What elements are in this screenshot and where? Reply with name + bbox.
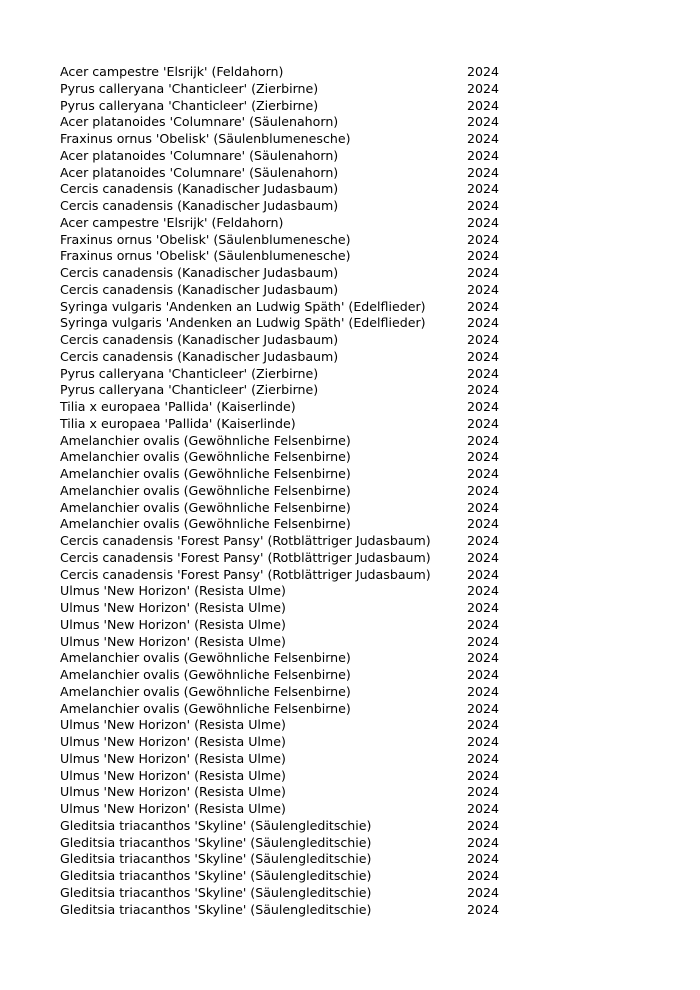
list-item: [60, 282, 520, 299]
tree-species-name: Amelanchier ovalis (Gewöhnliche Felsenbirne): [60, 650, 351, 666]
planting-year: 2024: [467, 315, 500, 331]
planting-year: 2024: [467, 97, 500, 113]
tree-species-name: Cercis canadensis 'Forest Pansy' (Rotblättriger Judasbaum): [60, 566, 431, 582]
list-item: [60, 667, 520, 684]
planting-year: 2024: [467, 181, 500, 197]
tree-species-name: Ulmus 'New Horizon' (Resista Ulme): [60, 717, 286, 733]
planting-year: 2024: [467, 700, 500, 716]
tree-species-name: Ulmus 'New Horizon' (Resista Ulme): [60, 750, 286, 766]
tree-species-name: Cercis canadensis (Kanadischer Judasbaum): [60, 198, 339, 213]
list-item: [60, 232, 520, 249]
list-item: [60, 902, 520, 919]
list-item: [60, 248, 520, 265]
tree-species-name: Ulmus 'New Horizon' (Resista Ulme): [60, 801, 286, 816]
list-item: [60, 768, 520, 785]
list-item: [60, 734, 520, 751]
planting-year: 2024: [467, 231, 500, 247]
list-item: [60, 416, 520, 433]
tree-species-name: Pyrus calleryana 'Chanticleer' (Zierbirne): [60, 97, 319, 113]
list-item: [60, 148, 520, 165]
list-item: [60, 81, 520, 98]
tree-species-name: Amelanchier ovalis (Gewöhnliche Felsenbirne): [60, 449, 351, 465]
tree-species-name: Ulmus 'New Horizon' (Resista Ulme): [60, 600, 286, 615]
list-item: [60, 818, 520, 835]
list-item: [60, 332, 520, 349]
tree-species-name: Fraxinus ornus 'Obelisk' (Säulenblumenesche): [60, 231, 351, 247]
planting-year: 2024: [467, 214, 500, 230]
tree-species-name: Amelanchier ovalis (Gewöhnliche Felsenbirne): [60, 683, 351, 699]
list-item: [60, 165, 520, 182]
planting-year: 2024: [467, 851, 500, 867]
tree-species-name: Amelanchier ovalis (Gewöhnliche Felsenbirne): [60, 482, 351, 498]
planting-year: 2024: [467, 750, 500, 766]
list-item: [60, 449, 520, 466]
list-item: [60, 366, 520, 383]
list-item: [60, 835, 520, 852]
tree-species-name: Ulmus 'New Horizon' (Resista Ulme): [60, 633, 286, 649]
planting-year: 2024: [467, 583, 500, 599]
planting-year: 2024: [467, 801, 500, 816]
tree-species-name: Cercis canadensis (Kanadischer Judasbaum): [60, 348, 339, 364]
tree-species-name: Tilia x europaea 'Pallida' (Kaiserlinde): [60, 415, 296, 431]
tree-species-name: Cercis canadensis 'Forest Pansy' (Rotblättriger Judasbaum): [60, 549, 431, 565]
planting-year: 2024: [467, 868, 500, 883]
list-item: [60, 433, 520, 450]
list-item: [60, 801, 520, 818]
list-item: [60, 500, 520, 517]
list-item: [60, 265, 520, 282]
tree-species-name: Cercis canadensis 'Forest Pansy' (Rotblättriger Judasbaum): [60, 533, 431, 548]
tree-species-name: Tilia x europaea 'Pallida' (Kaiserlinde): [60, 399, 296, 414]
list-item: [60, 483, 520, 500]
list-item: [60, 851, 520, 868]
tree-species-name: Amelanchier ovalis (Gewöhnliche Felsenbirne): [60, 466, 351, 481]
list-item: [60, 600, 520, 617]
list-item: [60, 533, 520, 550]
tree-species-name: Amelanchier ovalis (Gewöhnliche Felsenbirne): [60, 667, 351, 682]
planting-year: 2024: [467, 298, 500, 314]
list-item: [60, 717, 520, 734]
tree-species-name: Pyrus calleryana 'Chanticleer' (Zierbirne): [60, 80, 319, 96]
list-item: [60, 784, 520, 801]
list-item: [60, 181, 520, 198]
tree-species-name: Ulmus 'New Horizon' (Resista Ulme): [60, 583, 286, 599]
list-item: [60, 885, 520, 902]
list-item: [60, 550, 520, 567]
tree-species-name: Gleditsia triacanthos 'Skyline' (Säulengleditschie): [60, 817, 372, 833]
planting-year: 2024: [467, 683, 500, 699]
planting-year: 2024: [467, 348, 500, 364]
tree-species-name: Gleditsia triacanthos 'Skyline' (Säulengleditschie): [60, 851, 372, 867]
tree-species-name: Amelanchier ovalis (Gewöhnliche Felsenbirne): [60, 700, 351, 716]
planting-year: 2024: [467, 516, 500, 532]
tree-species-name: Pyrus calleryana 'Chanticleer' (Zierbirne): [60, 382, 319, 398]
planting-year: 2024: [467, 198, 500, 213]
planting-year: 2024: [467, 549, 500, 565]
tree-species-name: Acer platanoides 'Columnare' (Säulenahorn): [60, 114, 339, 130]
planting-year: 2024: [467, 415, 500, 431]
planting-year: 2024: [467, 365, 500, 381]
planting-year: 2024: [467, 734, 500, 749]
tree-species-name: Amelanchier ovalis (Gewöhnliche Felsenbirne): [60, 432, 351, 448]
list-item: [60, 299, 520, 316]
list-item: [60, 583, 520, 600]
tree-species-name: Gleditsia triacanthos 'Skyline' (Säulengleditschie): [60, 901, 372, 917]
tree-species-name: Gleditsia triacanthos 'Skyline' (Säulengleditschie): [60, 884, 372, 900]
planting-year: 2024: [467, 717, 500, 733]
planting-year: 2024: [467, 834, 500, 850]
tree-species-name: Acer platanoides 'Columnare' (Säulenahorn): [60, 164, 339, 180]
list-item: [60, 684, 520, 701]
planting-year: 2024: [467, 482, 500, 498]
list-item: [60, 634, 520, 651]
tree-species-name: Cercis canadensis (Kanadischer Judasbaum): [60, 265, 339, 280]
planting-year: 2024: [467, 901, 500, 917]
list-item: [60, 64, 520, 81]
planting-year: 2024: [467, 533, 500, 548]
planting-year: 2024: [467, 248, 500, 264]
planting-year: 2024: [467, 449, 500, 465]
planting-year: 2024: [467, 147, 500, 163]
list-item: [60, 868, 520, 885]
tree-species-name: Acer platanoides 'Columnare' (Säulenahorn): [60, 147, 339, 163]
tree-species-name: Fraxinus ornus 'Obelisk' (Säulenblumenesche): [60, 131, 351, 146]
planting-year: 2024: [467, 466, 500, 481]
list-item: [60, 751, 520, 768]
list-item: [60, 701, 520, 718]
list-item: [60, 315, 520, 332]
list-item: [60, 114, 520, 131]
planting-year: 2024: [467, 884, 500, 900]
list-item: [60, 516, 520, 533]
tree-species-name: Cercis canadensis (Kanadischer Judasbaum): [60, 332, 339, 347]
tree-planting-list: [60, 64, 520, 918]
tree-species-name: Acer campestre 'Elsrijk' (Feldahorn): [60, 64, 284, 79]
planting-year: 2024: [467, 616, 500, 632]
tree-species-name: Gleditsia triacanthos 'Skyline' (Säulengleditschie): [60, 868, 372, 883]
list-item: [60, 466, 520, 483]
list-item: [60, 98, 520, 115]
planting-year: 2024: [467, 600, 500, 615]
list-item: [60, 131, 520, 148]
tree-species-name: Amelanchier ovalis (Gewöhnliche Felsenbirne): [60, 499, 351, 515]
planting-year: 2024: [467, 432, 500, 448]
list-item: [60, 567, 520, 584]
list-item: [60, 215, 520, 232]
list-item: [60, 382, 520, 399]
list-item: [60, 650, 520, 667]
tree-species-name: Syringa vulgaris 'Andenken an Ludwig Späth' (Edelflieder): [60, 315, 426, 331]
planting-year: 2024: [467, 667, 500, 682]
planting-year: 2024: [467, 817, 500, 833]
tree-species-name: Cercis canadensis (Kanadischer Judasbaum): [60, 181, 339, 197]
tree-species-name: Ulmus 'New Horizon' (Resista Ulme): [60, 616, 286, 632]
tree-species-name: Syringa vulgaris 'Andenken an Ludwig Späth' (Edelflieder): [60, 298, 426, 314]
tree-species-name: Acer campestre 'Elsrijk' (Feldahorn): [60, 214, 284, 230]
planting-year: 2024: [467, 399, 500, 414]
planting-year: 2024: [467, 566, 500, 582]
tree-species-name: Ulmus 'New Horizon' (Resista Ulme): [60, 734, 286, 749]
list-item: [60, 617, 520, 634]
planting-year: 2024: [467, 633, 500, 649]
tree-species-name: Amelanchier ovalis (Gewöhnliche Felsenbirne): [60, 516, 351, 532]
planting-year: 2024: [467, 131, 500, 146]
tree-species-name: Pyrus calleryana 'Chanticleer' (Zierbirne): [60, 365, 319, 381]
planting-year: 2024: [467, 382, 500, 398]
planting-year: 2024: [467, 114, 500, 130]
planting-year: 2024: [467, 650, 500, 666]
planting-year: 2024: [467, 265, 500, 280]
planting-year: 2024: [467, 499, 500, 515]
tree-species-name: Gleditsia triacanthos 'Skyline' (Säulengleditschie): [60, 834, 372, 850]
planting-year: 2024: [467, 767, 500, 783]
list-item: [60, 198, 520, 215]
tree-species-name: Ulmus 'New Horizon' (Resista Ulme): [60, 767, 286, 783]
planting-year: 2024: [467, 784, 500, 800]
planting-year: 2024: [467, 64, 500, 79]
planting-year: 2024: [467, 332, 500, 347]
tree-species-name: Ulmus 'New Horizon' (Resista Ulme): [60, 784, 286, 800]
tree-species-name: Fraxinus ornus 'Obelisk' (Säulenblumenesche): [60, 248, 351, 264]
list-item: [60, 399, 520, 416]
planting-year: 2024: [467, 281, 500, 297]
planting-year: 2024: [467, 80, 500, 96]
planting-year: 2024: [467, 164, 500, 180]
tree-species-name: Cercis canadensis (Kanadischer Judasbaum): [60, 281, 339, 297]
list-item: [60, 349, 520, 366]
